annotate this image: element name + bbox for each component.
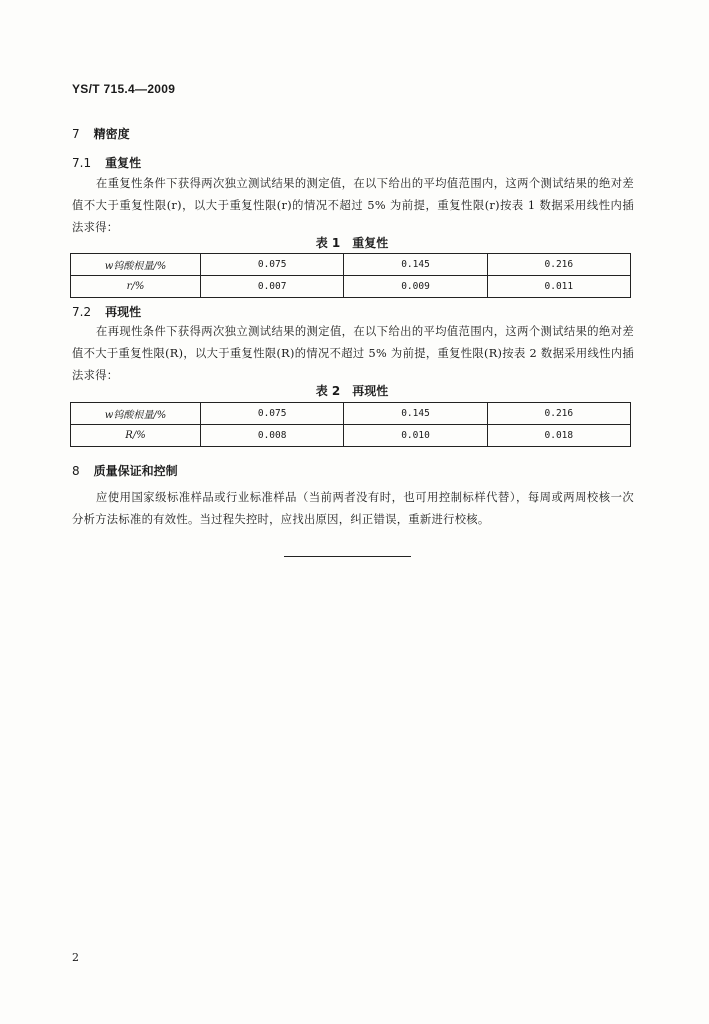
table-2-row-label: R/%: [71, 425, 201, 447]
table-1-cell: 0.011: [487, 276, 630, 298]
table-2-row: [71, 403, 631, 425]
section-7-heading: [72, 125, 130, 142]
section-7-2-number: 7.2: [72, 305, 92, 319]
table-2-cell: 0.008: [201, 425, 344, 447]
table-1: [70, 253, 631, 298]
table-1-cell: 0.216: [487, 254, 630, 276]
section-7-2-title: 再现性: [105, 305, 142, 319]
end-rule: [284, 556, 411, 557]
standard-code: YS/T 715.4—2009: [72, 82, 176, 96]
table-1-row: [71, 254, 631, 276]
section-7-2-heading: [72, 303, 141, 320]
table-2-caption-number: 表 2: [315, 384, 341, 398]
table-1-cell: 0.145: [344, 254, 487, 276]
table-1-cell: 0.007: [201, 276, 344, 298]
table-1-cell: 0.009: [344, 276, 487, 298]
table-2-row-label: w钨酸根量/%: [71, 403, 201, 425]
table-2-caption: [72, 382, 632, 399]
section-7-1-paragraph: 在重复性条件下获得两次独立测试结果的测定值，在以下给出的平均值范围内，这两个测试结果的绝对差值不大于重复性限(r)，以大于重复性限(r)的情况不超过 5% 为前提，重复性限(r)按表 1 数据采用线性内插法求得：: [72, 177, 634, 234]
section-7-1-number: 7.1: [72, 156, 92, 170]
section-7-1-heading: [72, 154, 141, 171]
table-2-cell: 0.018: [487, 425, 630, 447]
table-2-cell: 0.216: [487, 403, 630, 425]
table-2-cell: 0.010: [344, 425, 487, 447]
table-1-caption-title: 重复性: [352, 236, 389, 250]
section-7-2-paragraph: 在再现性条件下获得两次独立测试结果的测定值，在以下给出的平均值范围内，这两个测试结果的绝对差值不大于重复性限(R)，以大于重复性限(R)的情况不超过 5% 为前提，重复性限(R)按表 2 数据采用线性内插法求得：: [72, 325, 634, 382]
section-8-title: 质量保证和控制: [93, 464, 178, 478]
table-2-caption-title: 再现性: [352, 384, 389, 398]
table-2-cell: 0.145: [344, 403, 487, 425]
section-7-1-title: 重复性: [105, 156, 142, 170]
table-1-row-label: w钨酸根量/%: [71, 254, 201, 276]
table-1-row: [71, 276, 631, 298]
table-1-cell: 0.075: [201, 254, 344, 276]
page-number: 2: [72, 951, 79, 964]
table-1-caption: [72, 234, 632, 251]
table-2-row: [71, 425, 631, 447]
section-8-heading: [72, 462, 178, 479]
section-8-paragraph: 应使用国家级标准样品或行业标准样品（当前两者没有时，也可用控制标样代替），每周或两周校核一次分析方法标准的有效性。当过程失控时，应找出原因，纠正错误，重新进行校核。: [72, 491, 634, 526]
table-1-caption-number: 表 1: [315, 236, 341, 250]
table-1-row-label: r/%: [71, 276, 201, 298]
table-2-cell: 0.075: [201, 403, 344, 425]
section-7-number: 7: [72, 127, 80, 141]
section-7-title: 精密度: [93, 127, 130, 141]
section-8-number: 8: [72, 464, 80, 478]
table-2: [70, 402, 631, 447]
